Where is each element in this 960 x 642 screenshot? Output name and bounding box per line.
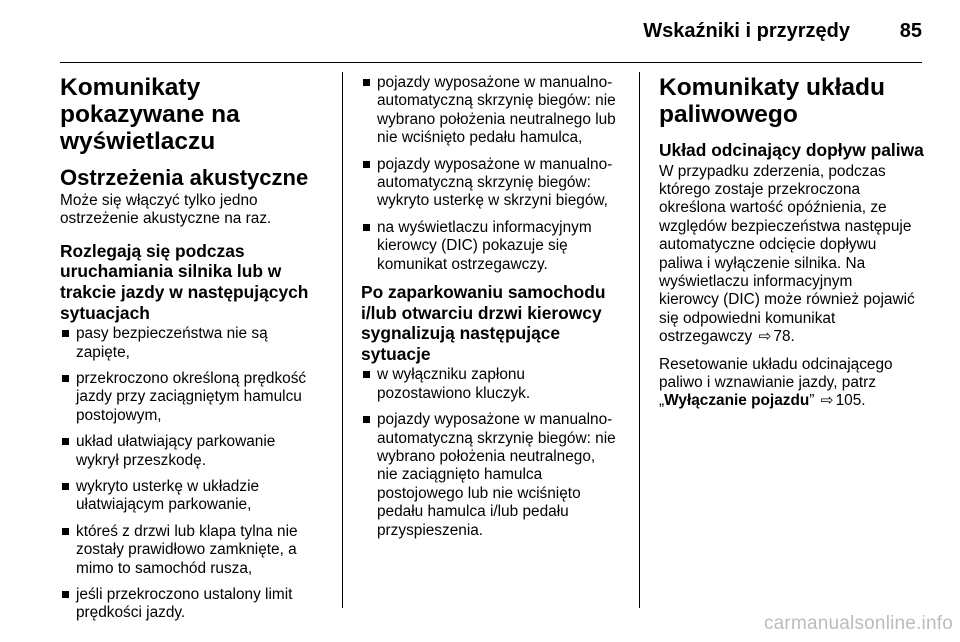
bullet-icon [62, 591, 69, 598]
text-line: postojowego lub nie wciśnięto [377, 484, 581, 502]
bullet-icon [62, 528, 69, 535]
bullet-icon [363, 79, 370, 86]
page-reference[interactable]: 105. [835, 392, 866, 410]
bullet-icon [363, 371, 370, 378]
subsection-title: Ostrzeżenia akustyczne [60, 165, 309, 190]
text-line: się odpowiedni komunikat [659, 309, 836, 327]
text-line: postojowym, [76, 406, 162, 424]
subheading-line: sytuacje [361, 343, 431, 364]
text-line: wykryto usterkę w układzie [76, 478, 260, 496]
text-line: przyspieszenia. [377, 521, 484, 539]
quote-open: „ [659, 392, 665, 410]
fuel-cutoff-paragraph [659, 163, 929, 347]
section-title-line: Komunikaty [60, 74, 201, 101]
subheading [60, 241, 322, 323]
text-line: pedału hamulca i/lub pedału [377, 503, 569, 521]
page-reference-arrow-icon: ⇨ [820, 392, 834, 410]
quote-close: ” [809, 392, 815, 410]
list-item [361, 74, 626, 148]
reset-paragraph [659, 356, 929, 411]
text-line: kierowcy (DIC) może również pojawić [659, 291, 915, 309]
intro-paragraph [60, 192, 322, 229]
text-line: nie wciśnięto pedału hamulca, [377, 129, 583, 147]
text-line: układ ułatwiający parkowanie [76, 433, 276, 451]
text-line: w wyłączniku zapłonu [377, 366, 525, 384]
text-line: pasy bezpieczeństwa nie są [76, 325, 268, 343]
column-divider [639, 72, 640, 608]
text-line: zapięte, [76, 343, 130, 361]
section-title-line: Komunikaty układu [659, 74, 885, 101]
subheading-line: Po zaparkowaniu samochodu [361, 282, 606, 303]
text-line: Resetowanie układu odcinającego [659, 355, 893, 373]
text-line: któreś z drzwi lub klapa tylna nie [76, 522, 298, 540]
page-number: 85 [899, 20, 922, 42]
list-item [60, 478, 322, 515]
text-line: ułatwiającym parkowanie, [76, 496, 252, 514]
list-item [361, 366, 626, 403]
header-rule [60, 62, 922, 63]
bullet-icon [62, 330, 69, 337]
section-title-line: paliwowego [659, 101, 798, 128]
list-item [361, 411, 626, 540]
text-line: zostały prawidłowo zamknięte, a [76, 541, 297, 559]
text-line: pojazdy wyposażone w manualno- [377, 411, 613, 429]
text-line: ostrzeżenie akustyczne na raz. [60, 210, 272, 228]
text-fragment: ostrzegawczy [659, 328, 753, 346]
text-line: automatyczną skrzynię biegów: nie [377, 429, 616, 447]
subheading-line: sytuacjach [60, 302, 150, 323]
bullet-icon [363, 224, 370, 231]
text-line: na wyświetlaczu informacyjnym [377, 218, 592, 236]
text-line: pojazdy wyposażone w manualno- [377, 74, 613, 91]
text-line: mimo to samochód rusza, [76, 559, 253, 577]
list-item [60, 325, 322, 362]
text-line: wykryto usterkę w skrzyni biegów, [377, 192, 608, 210]
section-title [60, 74, 322, 155]
bullet-icon [62, 375, 69, 382]
section-title-line: wyświetlaczu [60, 128, 216, 155]
text-line: automatyczną skrzynię biegów: nie [377, 92, 616, 110]
text-line: Może się włączyć tylko jedno [60, 192, 258, 209]
list-item [60, 433, 322, 470]
column-1 [60, 74, 322, 631]
bullet-icon [62, 438, 69, 445]
watermark: carmanualsonline.info [763, 613, 953, 634]
text-line: paliwa i wyłączenie silnika. Na [659, 254, 866, 272]
text-line: określona wartość opóźnienia, ze [659, 199, 887, 217]
text-line: przekroczono określoną prędkość [76, 370, 307, 387]
list-item [60, 586, 322, 623]
text-line: W przypadku zderzenia, podczas [659, 162, 886, 180]
bullet-icon [62, 483, 69, 490]
page-reference[interactable]: 78. [773, 328, 795, 346]
text-line: paliwo i wznawianie jazdy, patrz [659, 374, 876, 392]
section-title-line: pokazywane na [60, 101, 240, 128]
bullet-list [361, 366, 626, 540]
text-line: pojazdy wyposażone w manualno- [377, 155, 613, 173]
subheading-line: uruchamiania silnika lub w [60, 261, 282, 282]
section-title [659, 74, 929, 128]
subheading-line: trakcie jazdy w następujących [60, 282, 309, 302]
column-2 [361, 74, 626, 548]
subheading-line: sygnalizują następujące [361, 323, 561, 344]
header-title: Wskaźniki i przyrzędy [643, 20, 850, 42]
text-line: wybrano położenia neutralnego lub [377, 110, 616, 128]
bullet-icon [363, 161, 370, 168]
text-line: automatyczną skrzynię biegów: [377, 174, 591, 192]
text-line: kierowcy (DIC) pokazuje się [377, 237, 568, 255]
text-line: jeśli przekroczono ustalony limit [76, 586, 293, 604]
column-divider [342, 72, 343, 608]
text-line: jazdy przy zaciągniętym hamulcu [76, 388, 302, 406]
text-line: którego zostaje przekroczona [659, 181, 861, 198]
text-line: pozostawiono kluczyk. [377, 384, 531, 402]
text-line: wykrył przeszkodę. [76, 451, 207, 469]
subheading [361, 282, 626, 364]
subheading: Układ odcinający dopływ paliwa [659, 140, 924, 160]
column-3 [659, 74, 929, 411]
text-line: wyświetlaczu informacyjnym [659, 273, 853, 291]
list-item [361, 156, 626, 211]
text-line: komunikat ostrzegawczy. [377, 255, 548, 273]
text-line [659, 328, 929, 346]
text-line: prędkości jazdy. [76, 604, 186, 622]
list-item [361, 219, 626, 274]
subheading-line: i/lub otwarciu drzwi kierowcy [361, 302, 602, 323]
text-line: względów bezpieczeństwa następuje [659, 217, 912, 235]
list-item [60, 523, 322, 578]
bullet-icon [363, 416, 370, 423]
cross-reference-link[interactable]: Wyłączanie pojazdu [664, 392, 810, 410]
bullet-list [361, 74, 626, 274]
text-line: nie zaciągnięto hamulca [377, 466, 543, 484]
page-reference-arrow-icon: ⇨ [758, 328, 772, 346]
text-line [659, 392, 929, 410]
text-line: automatyczne odcięcie dopływu [659, 236, 877, 254]
subheading-line: Rozlegają się podczas [60, 240, 245, 261]
bullet-list [60, 325, 322, 623]
list-item [60, 370, 322, 425]
text-line: wybrano położenia neutralnego, [377, 448, 596, 466]
